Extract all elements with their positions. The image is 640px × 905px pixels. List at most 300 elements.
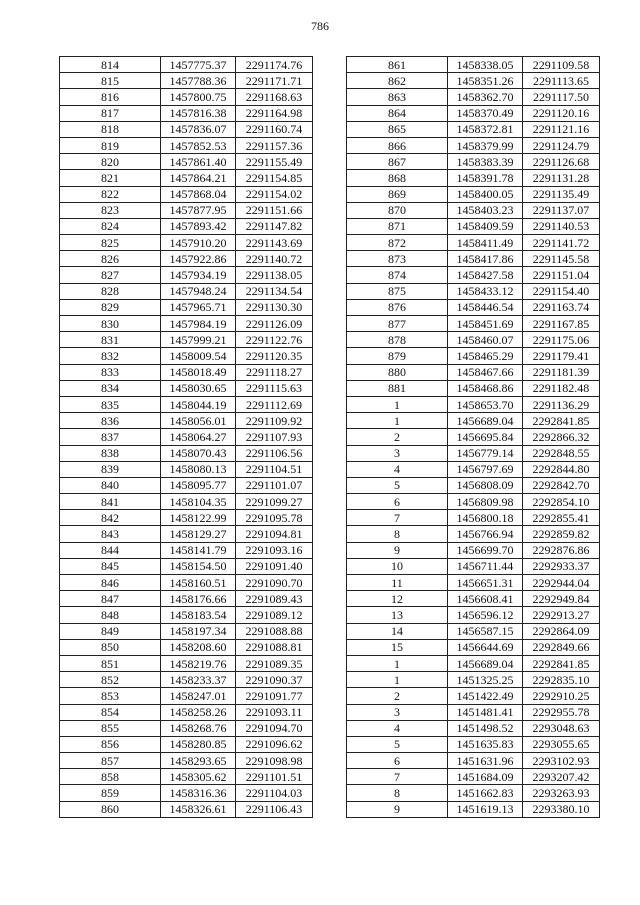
x-coordinate-cell: 1458460.07 [448, 332, 523, 348]
y-coordinate-cell: 2291099.27 [236, 494, 313, 510]
x-coordinate-cell: 1458293.65 [161, 753, 236, 769]
x-coordinate-cell: 1451325.25 [448, 672, 523, 688]
point-number-cell: 867 [347, 154, 448, 170]
y-coordinate-cell: 2293055.65 [523, 736, 600, 752]
point-number-cell: 881 [347, 380, 448, 396]
point-number-cell: 841 [60, 494, 161, 510]
x-coordinate-cell: 1456809.98 [448, 494, 523, 510]
point-number-cell: 870 [347, 202, 448, 218]
point-number-cell: 875 [347, 283, 448, 299]
table-row [60, 235, 313, 251]
point-number-cell: 829 [60, 299, 161, 315]
y-coordinate-cell: 2291160.74 [236, 121, 313, 137]
y-coordinate-cell: 2292841.85 [523, 655, 600, 671]
y-coordinate-cell: 2291089.35 [236, 655, 313, 671]
point-number-cell: 858 [60, 769, 161, 785]
y-coordinate-cell: 2291093.16 [236, 542, 313, 558]
table-row [347, 720, 600, 736]
table-row [60, 526, 313, 542]
table-row [60, 542, 313, 558]
y-coordinate-cell: 2291091.77 [236, 688, 313, 704]
x-coordinate-cell: 1451481.41 [448, 704, 523, 720]
x-coordinate-cell: 1458095.77 [161, 477, 236, 493]
y-coordinate-cell: 2292864.09 [523, 623, 600, 639]
point-number-cell: 843 [60, 526, 161, 542]
point-number-cell: 848 [60, 607, 161, 623]
x-coordinate-cell: 1458044.19 [161, 396, 236, 412]
y-coordinate-cell: 2291113.65 [523, 73, 600, 89]
point-number-cell: 11 [347, 575, 448, 591]
table-row [347, 413, 600, 429]
point-number-cell: 837 [60, 429, 161, 445]
table-row [347, 380, 600, 396]
x-coordinate-cell: 1456699.70 [448, 542, 523, 558]
point-number-cell: 880 [347, 364, 448, 380]
y-coordinate-cell: 2292844.80 [523, 461, 600, 477]
point-number-cell: 868 [347, 170, 448, 186]
x-coordinate-cell: 1457861.40 [161, 154, 236, 170]
x-coordinate-cell: 1458653.70 [448, 396, 523, 412]
y-coordinate-cell: 2291096.62 [236, 736, 313, 752]
x-coordinate-cell: 1457934.19 [161, 267, 236, 283]
y-coordinate-cell: 2291104.51 [236, 461, 313, 477]
y-coordinate-cell: 2291137.07 [523, 202, 600, 218]
y-coordinate-cell: 2293263.93 [523, 785, 600, 801]
table-row [60, 461, 313, 477]
y-coordinate-cell: 2291089.12 [236, 607, 313, 623]
table-row [60, 720, 313, 736]
point-number-cell: 5 [347, 477, 448, 493]
table-row [60, 348, 313, 364]
y-coordinate-cell: 2291106.43 [236, 801, 313, 817]
y-coordinate-cell: 2291090.37 [236, 672, 313, 688]
table-row [60, 316, 313, 332]
point-number-cell: 814 [60, 57, 161, 73]
x-coordinate-cell: 1457948.24 [161, 283, 236, 299]
table-row [60, 736, 313, 752]
point-number-cell: 864 [347, 105, 448, 121]
x-coordinate-cell: 1458268.76 [161, 720, 236, 736]
x-coordinate-cell: 1458160.51 [161, 575, 236, 591]
point-number-cell: 873 [347, 251, 448, 267]
y-coordinate-cell: 2291126.68 [523, 154, 600, 170]
point-number-cell: 821 [60, 170, 161, 186]
x-coordinate-cell: 1458247.01 [161, 688, 236, 704]
point-number-cell: 828 [60, 283, 161, 299]
x-coordinate-cell: 1456779.14 [448, 445, 523, 461]
x-coordinate-cell: 1457984.19 [161, 316, 236, 332]
y-coordinate-cell: 2291130.30 [236, 299, 313, 315]
table-row [347, 121, 600, 137]
point-number-cell: 859 [60, 785, 161, 801]
table-row [347, 672, 600, 688]
x-coordinate-cell: 1458258.26 [161, 704, 236, 720]
table-row [347, 542, 600, 558]
point-number-cell: 836 [60, 413, 161, 429]
x-coordinate-cell: 1458219.76 [161, 655, 236, 671]
table-row [60, 445, 313, 461]
table-row [60, 575, 313, 591]
point-number-cell: 839 [60, 461, 161, 477]
table-row [347, 736, 600, 752]
point-number-cell: 8 [347, 526, 448, 542]
table-row [347, 251, 600, 267]
y-coordinate-cell: 2291171.71 [236, 73, 313, 89]
point-number-cell: 1 [347, 672, 448, 688]
x-coordinate-cell: 1456596.12 [448, 607, 523, 623]
y-coordinate-cell: 2291151.04 [523, 267, 600, 283]
x-coordinate-cell: 1458233.37 [161, 672, 236, 688]
point-number-cell: 1 [347, 413, 448, 429]
table-row [60, 429, 313, 445]
y-coordinate-cell: 2291168.63 [236, 89, 313, 105]
point-number-cell: 5 [347, 736, 448, 752]
x-coordinate-cell: 1458417.86 [448, 251, 523, 267]
table-row [60, 137, 313, 153]
point-number-cell: 816 [60, 89, 161, 105]
y-coordinate-cell: 2291154.40 [523, 283, 600, 299]
x-coordinate-cell: 1458122.99 [161, 510, 236, 526]
y-coordinate-cell: 2292933.37 [523, 558, 600, 574]
table-row [60, 672, 313, 688]
y-coordinate-cell: 2291109.92 [236, 413, 313, 429]
x-coordinate-cell: 1458129.27 [161, 526, 236, 542]
table-row [347, 558, 600, 574]
x-coordinate-cell: 1456695.84 [448, 429, 523, 445]
table-row [60, 753, 313, 769]
y-coordinate-cell: 2293380.10 [523, 801, 600, 817]
y-coordinate-cell: 2292955.78 [523, 704, 600, 720]
y-coordinate-cell: 2292842.70 [523, 477, 600, 493]
point-number-cell: 842 [60, 510, 161, 526]
point-number-cell: 3 [347, 445, 448, 461]
y-coordinate-cell: 2291101.51 [236, 769, 313, 785]
x-coordinate-cell: 1458009.54 [161, 348, 236, 364]
point-number-cell: 845 [60, 558, 161, 574]
point-number-cell: 860 [60, 801, 161, 817]
y-coordinate-cell: 2292913.27 [523, 607, 600, 623]
x-coordinate-cell: 1458141.79 [161, 542, 236, 558]
point-number-cell: 844 [60, 542, 161, 558]
table-row [347, 316, 600, 332]
x-coordinate-cell: 1458411.49 [448, 235, 523, 251]
table-row [60, 154, 313, 170]
point-number-cell: 869 [347, 186, 448, 202]
table-row [347, 510, 600, 526]
point-number-cell: 9 [347, 801, 448, 817]
y-coordinate-cell: 2291182.48 [523, 380, 600, 396]
y-coordinate-cell: 2292859.82 [523, 526, 600, 542]
x-coordinate-cell: 1458064.27 [161, 429, 236, 445]
table-row [347, 170, 600, 186]
y-coordinate-cell: 2291091.40 [236, 558, 313, 574]
y-coordinate-cell: 2291175.06 [523, 332, 600, 348]
table-row [347, 73, 600, 89]
y-coordinate-cell: 2291138.05 [236, 267, 313, 283]
table-row [347, 753, 600, 769]
point-number-cell: 7 [347, 510, 448, 526]
y-coordinate-cell: 2292848.55 [523, 445, 600, 461]
point-number-cell: 878 [347, 332, 448, 348]
y-coordinate-cell: 2291147.82 [236, 218, 313, 234]
x-coordinate-cell: 1457868.04 [161, 186, 236, 202]
y-coordinate-cell: 2291089.43 [236, 591, 313, 607]
y-coordinate-cell: 2291154.85 [236, 170, 313, 186]
table-row [60, 73, 313, 89]
y-coordinate-cell: 2292841.85 [523, 413, 600, 429]
x-coordinate-cell: 1458467.66 [448, 364, 523, 380]
x-coordinate-cell: 1451662.83 [448, 785, 523, 801]
y-coordinate-cell: 2292910.25 [523, 688, 600, 704]
point-number-cell: 879 [347, 348, 448, 364]
table-row [60, 558, 313, 574]
x-coordinate-cell: 1451631.96 [448, 753, 523, 769]
table-row [347, 202, 600, 218]
y-coordinate-cell: 2291120.35 [236, 348, 313, 364]
x-coordinate-cell: 1458104.35 [161, 494, 236, 510]
point-number-cell: 876 [347, 299, 448, 315]
point-number-cell: 6 [347, 494, 448, 510]
x-coordinate-cell: 1458409.59 [448, 218, 523, 234]
x-coordinate-cell: 1458326.61 [161, 801, 236, 817]
y-coordinate-cell: 2291134.54 [236, 283, 313, 299]
y-coordinate-cell: 2291155.49 [236, 154, 313, 170]
table-row [60, 623, 313, 639]
y-coordinate-cell: 2291181.39 [523, 364, 600, 380]
y-coordinate-cell: 2291141.72 [523, 235, 600, 251]
y-coordinate-cell: 2291088.88 [236, 623, 313, 639]
x-coordinate-cell: 1456644.69 [448, 639, 523, 655]
point-number-cell: 851 [60, 655, 161, 671]
table-row [60, 801, 313, 817]
table-row [347, 105, 600, 121]
point-number-cell: 872 [347, 235, 448, 251]
point-number-cell: 855 [60, 720, 161, 736]
table-row [347, 332, 600, 348]
table-row [347, 364, 600, 380]
x-coordinate-cell: 1457864.21 [161, 170, 236, 186]
x-coordinate-cell: 1456797.69 [448, 461, 523, 477]
y-coordinate-cell: 2291143.69 [236, 235, 313, 251]
x-coordinate-cell: 1458403.23 [448, 202, 523, 218]
x-coordinate-cell: 1458080.13 [161, 461, 236, 477]
point-number-cell: 846 [60, 575, 161, 591]
table-row [347, 57, 600, 73]
table-row [60, 332, 313, 348]
table-row [347, 704, 600, 720]
table-row [347, 769, 600, 785]
point-number-cell: 8 [347, 785, 448, 801]
x-coordinate-cell: 1451619.13 [448, 801, 523, 817]
y-coordinate-cell: 2291151.66 [236, 202, 313, 218]
table-row [60, 251, 313, 267]
y-coordinate-cell: 2291131.28 [523, 170, 600, 186]
x-coordinate-cell: 1456766.94 [448, 526, 523, 542]
x-coordinate-cell: 1458176.66 [161, 591, 236, 607]
x-coordinate-cell: 1458370.49 [448, 105, 523, 121]
y-coordinate-cell: 2292944.04 [523, 575, 600, 591]
table-row [60, 591, 313, 607]
table-row [60, 688, 313, 704]
point-number-cell: 849 [60, 623, 161, 639]
table-row [60, 785, 313, 801]
table-row [60, 380, 313, 396]
y-coordinate-cell: 2291120.16 [523, 105, 600, 121]
y-coordinate-cell: 2291088.81 [236, 639, 313, 655]
table-row [347, 591, 600, 607]
table-row [347, 299, 600, 315]
x-coordinate-cell: 1457922.86 [161, 251, 236, 267]
point-number-cell: 9 [347, 542, 448, 558]
point-number-cell: 834 [60, 380, 161, 396]
table-row [347, 154, 600, 170]
y-coordinate-cell: 2291095.78 [236, 510, 313, 526]
y-coordinate-cell: 2291154.02 [236, 186, 313, 202]
table-row [347, 429, 600, 445]
x-coordinate-cell: 1458400.05 [448, 186, 523, 202]
table-row [347, 494, 600, 510]
page-number: 786 [311, 19, 329, 33]
point-number-cell: 820 [60, 154, 161, 170]
table-row [60, 396, 313, 412]
point-number-cell: 822 [60, 186, 161, 202]
x-coordinate-cell: 1457893.42 [161, 218, 236, 234]
y-coordinate-cell: 2291101.07 [236, 477, 313, 493]
y-coordinate-cell: 2292855.41 [523, 510, 600, 526]
table-row [347, 623, 600, 639]
point-number-cell: 854 [60, 704, 161, 720]
x-coordinate-cell: 1458056.01 [161, 413, 236, 429]
table-row [347, 445, 600, 461]
table-row [347, 348, 600, 364]
point-number-cell: 874 [347, 267, 448, 283]
y-coordinate-cell: 2291157.36 [236, 137, 313, 153]
point-number-cell: 819 [60, 137, 161, 153]
point-number-cell: 1 [347, 396, 448, 412]
y-coordinate-cell: 2291124.79 [523, 137, 600, 153]
point-number-cell: 847 [60, 591, 161, 607]
point-number-cell: 3 [347, 704, 448, 720]
point-number-cell: 861 [347, 57, 448, 73]
table-row [60, 364, 313, 380]
table-row [60, 202, 313, 218]
x-coordinate-cell: 1458305.62 [161, 769, 236, 785]
table-row [60, 639, 313, 655]
table-row [60, 186, 313, 202]
y-coordinate-cell: 2292854.10 [523, 494, 600, 510]
table-row [347, 655, 600, 671]
x-coordinate-cell: 1457816.38 [161, 105, 236, 121]
x-coordinate-cell: 1457910.20 [161, 235, 236, 251]
x-coordinate-cell: 1457836.07 [161, 121, 236, 137]
x-coordinate-cell: 1457775.37 [161, 57, 236, 73]
table-row [347, 607, 600, 623]
x-coordinate-cell: 1458338.05 [448, 57, 523, 73]
point-number-cell: 850 [60, 639, 161, 655]
x-coordinate-cell: 1458197.34 [161, 623, 236, 639]
table-row [347, 688, 600, 704]
point-number-cell: 818 [60, 121, 161, 137]
point-number-cell: 853 [60, 688, 161, 704]
table-row [60, 494, 313, 510]
y-coordinate-cell: 2291115.63 [236, 380, 313, 396]
x-coordinate-cell: 1456689.04 [448, 655, 523, 671]
point-number-cell: 840 [60, 477, 161, 493]
y-coordinate-cell: 2291118.27 [236, 364, 313, 380]
table-row [347, 235, 600, 251]
point-number-cell: 871 [347, 218, 448, 234]
point-number-cell: 2 [347, 688, 448, 704]
table-row [347, 89, 600, 105]
y-coordinate-cell: 2292866.32 [523, 429, 600, 445]
y-coordinate-cell: 2292876.86 [523, 542, 600, 558]
y-coordinate-cell: 2291107.93 [236, 429, 313, 445]
point-number-cell: 815 [60, 73, 161, 89]
y-coordinate-cell: 2291104.03 [236, 785, 313, 801]
y-coordinate-cell: 2291094.81 [236, 526, 313, 542]
point-number-cell: 6 [347, 753, 448, 769]
x-coordinate-cell: 1457788.36 [161, 73, 236, 89]
x-coordinate-cell: 1458316.36 [161, 785, 236, 801]
y-coordinate-cell: 2293048.63 [523, 720, 600, 736]
table-row [347, 186, 600, 202]
point-number-cell: 865 [347, 121, 448, 137]
point-number-cell: 7 [347, 769, 448, 785]
point-number-cell: 862 [347, 73, 448, 89]
point-number-cell: 2 [347, 429, 448, 445]
point-number-cell: 830 [60, 316, 161, 332]
x-coordinate-cell: 1457800.75 [161, 89, 236, 105]
y-coordinate-cell: 2291112.69 [236, 396, 313, 412]
x-coordinate-cell: 1458427.58 [448, 267, 523, 283]
table-row [60, 477, 313, 493]
table-row [347, 639, 600, 655]
x-coordinate-cell: 1456651.31 [448, 575, 523, 591]
point-number-cell: 833 [60, 364, 161, 380]
y-coordinate-cell: 2291164.98 [236, 105, 313, 121]
table-row [347, 218, 600, 234]
table-row [60, 57, 313, 73]
y-coordinate-cell: 2291094.70 [236, 720, 313, 736]
y-coordinate-cell: 2291136.29 [523, 396, 600, 412]
x-coordinate-cell: 1451684.09 [448, 769, 523, 785]
y-coordinate-cell: 2291140.72 [236, 251, 313, 267]
x-coordinate-cell: 1458351.26 [448, 73, 523, 89]
x-coordinate-cell: 1458433.12 [448, 283, 523, 299]
table-row [60, 89, 313, 105]
y-coordinate-cell: 2291174.76 [236, 57, 313, 73]
x-coordinate-cell: 1458362.70 [448, 89, 523, 105]
x-coordinate-cell: 1458446.54 [448, 299, 523, 315]
x-coordinate-cell: 1458280.85 [161, 736, 236, 752]
y-coordinate-cell: 2293102.93 [523, 753, 600, 769]
x-coordinate-cell: 1458018.49 [161, 364, 236, 380]
table-row [347, 137, 600, 153]
point-number-cell: 856 [60, 736, 161, 752]
point-number-cell: 826 [60, 251, 161, 267]
point-number-cell: 824 [60, 218, 161, 234]
y-coordinate-cell: 2291093.11 [236, 704, 313, 720]
table-row [347, 283, 600, 299]
y-coordinate-cell: 2291122.76 [236, 332, 313, 348]
table-row [60, 283, 313, 299]
x-coordinate-cell: 1457965.71 [161, 299, 236, 315]
x-coordinate-cell: 1456711.44 [448, 558, 523, 574]
table-row [60, 267, 313, 283]
point-number-cell: 831 [60, 332, 161, 348]
x-coordinate-cell: 1451422.49 [448, 688, 523, 704]
x-coordinate-cell: 1458465.29 [448, 348, 523, 364]
